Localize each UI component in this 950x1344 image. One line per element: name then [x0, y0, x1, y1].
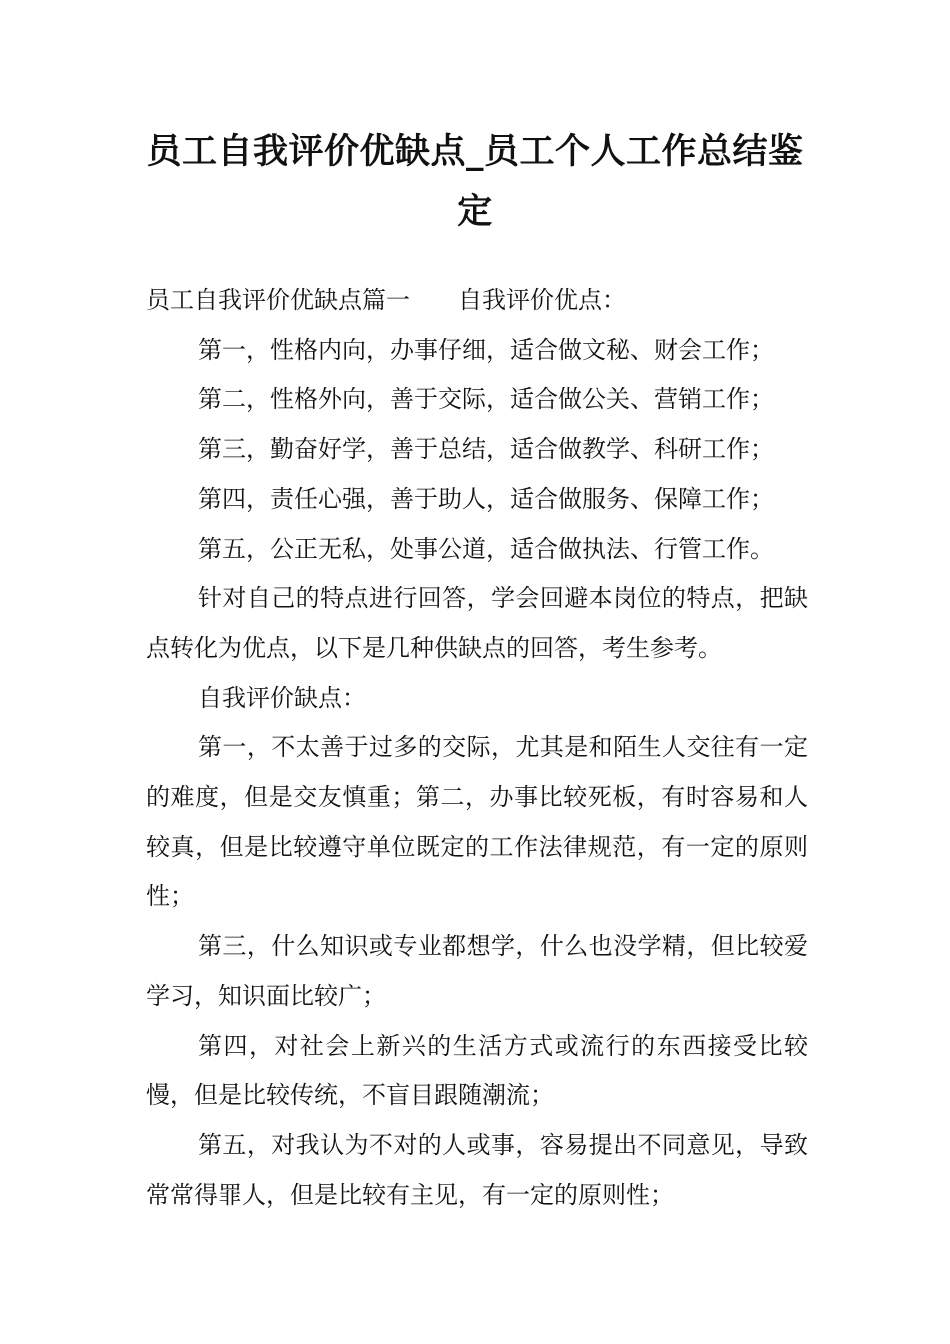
weakness-paragraph-1: 第一，不太善于过多的交际，尤其是和陌生人交往有一定的难度，但是交友慎重；第二，办事比较死板，有时容易和人较真，但是比较遵守单位既定的工作法律规范，有一定的原则性； — [146, 733, 808, 911]
weakness-paragraph-3: 第四，对社会上新兴的生活方式或流行的东西接受比较慢，但是比较传统，不盲目跟随潮流； — [146, 1031, 808, 1110]
transition-paragraph: 针对自己的特点进行回答，学会回避本岗位的特点，把缺点转化为优点，以下是几种供缺点的回答，考生参考。 — [146, 584, 808, 662]
strength-item-1: 第一，性格内向，办事仔细，适合做文秘、财会工作； — [198, 335, 774, 364]
strength-item-3: 第三，勤奋好学，善于总结，适合做教学、科研工作； — [198, 435, 774, 464]
document-title: 员工自我评价优缺点_员工个人工作总结鉴定 — [146, 132, 804, 232]
weakness-paragraph-2: 第三，什么知识或专业都想学，什么也没学精，但比较爱学习，知识面比较广； — [146, 932, 808, 1010]
weakness-paragraph-4: 第五，对我认为不对的人或事，容易提出不同意见，导致常常得罪人，但是比较有主见，有一定的原则性； — [146, 1130, 808, 1209]
strength-item-4: 第四，责任心强，善于助人，适合做服务、保障工作； — [198, 484, 774, 513]
weaknesses-heading: 自我评价缺点： — [198, 683, 366, 712]
document-body — [146, 276, 808, 1220]
strengths-heading: 自我评价优点： — [458, 286, 626, 314]
section-heading: 员工自我评价优缺点篇一 — [146, 286, 410, 314]
section-intro-line — [146, 276, 808, 326]
strength-item-5: 第五，公正无私，处事公道，适合做执法、行管工作。 — [198, 534, 774, 563]
strength-item-2: 第二，性格外向，善于交际，适合做公关、营销工作； — [198, 385, 774, 414]
